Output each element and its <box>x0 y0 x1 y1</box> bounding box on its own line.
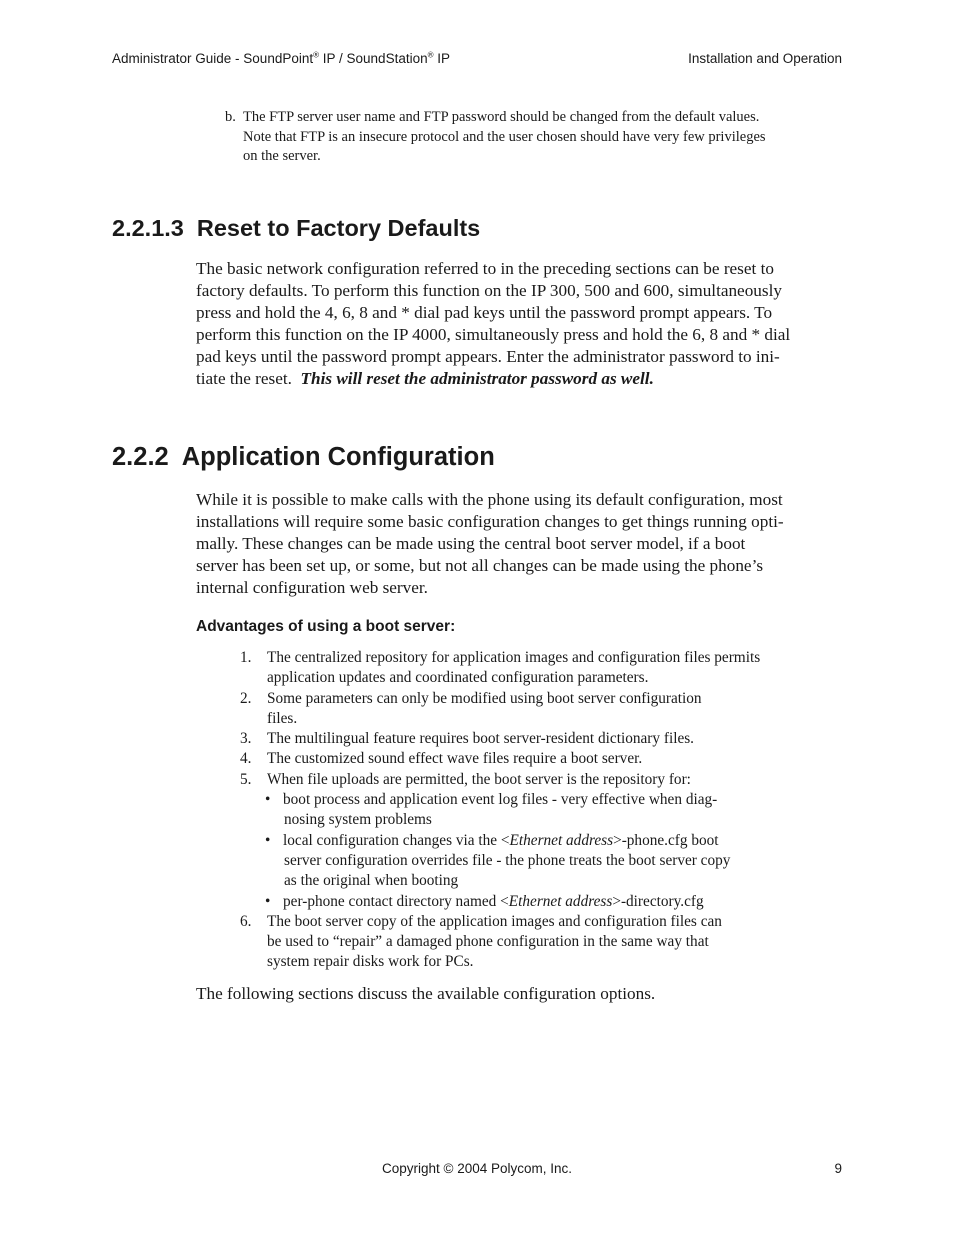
reset-paragraph <box>196 258 841 390</box>
section-heading-reset <box>112 215 480 242</box>
section-number: 2.2.2 <box>112 443 169 471</box>
text-line: per-phone contact directory named <Ethernet address>-directory.cfg <box>283 892 704 910</box>
list-item <box>240 648 830 689</box>
text-line: perform this function on the IP 4000, simultaneously press and hold the 6, 8 and * dial <box>196 325 791 344</box>
text-line: server configuration overrides file - the phone treats the boot server copy <box>284 851 731 869</box>
text-line: application updates and coordinated configuration parameters. <box>267 669 649 687</box>
list-marker: b. <box>225 109 236 125</box>
list-number: 4. <box>240 750 252 768</box>
list-item <box>240 770 830 790</box>
list-item-b <box>225 108 825 167</box>
advantages-list <box>240 648 830 973</box>
running-header-chapter: Installation and Operation <box>688 51 842 66</box>
text-line: on the server. <box>243 148 321 164</box>
text-line: When file uploads are permitted, the boot server is the repository for: <box>267 770 691 788</box>
list-number: 1. <box>240 649 252 666</box>
text-line: internal configuration web server. <box>196 578 428 597</box>
section-heading-application <box>112 443 495 472</box>
bullet-item <box>240 790 830 831</box>
text-line: tiate the reset. This will reset the administrator password as well. <box>196 369 654 388</box>
text-line: server has been set up, or some, but not all changes can be made using the phone’s <box>196 556 764 575</box>
bullet-icon: • <box>265 831 271 849</box>
text-line: press and hold the 4, 6, 8 and * dial pad keys until the password prompt appears. To <box>196 303 773 322</box>
list-number: 2. <box>240 689 252 707</box>
warning-emphasis: This will reset the administrator password as well. <box>300 369 654 388</box>
list-number: 3. <box>240 730 252 748</box>
section-title: Reset to Factory Defaults <box>196 215 481 241</box>
bullet-item <box>240 831 830 892</box>
footer-copyright: Copyright © 2004 Polycom, Inc. <box>381 1161 573 1176</box>
text-line: local configuration changes via the <Ethernet address>-phone.cfg boot <box>283 831 719 849</box>
bullet-icon: • <box>265 791 271 809</box>
text-line: The boot server copy of the application images and configuration files can <box>267 912 722 930</box>
subheading-advantages: Advantages of using a boot server: <box>196 618 456 635</box>
text-line: as the original when booting <box>284 872 459 890</box>
text-line: The FTP server user name and FTP password should be changed from the default values. <box>243 109 760 125</box>
text-line: The centralized repository for application images and configuration files permits <box>267 649 761 666</box>
list-item <box>240 912 830 973</box>
list-number: 6. <box>240 912 252 930</box>
text-line: installations will require some basic configuration changes to get things running opti- <box>196 512 784 531</box>
text-line: Some parameters can only be modified using boot server configuration <box>267 689 702 707</box>
text-line: pad keys until the password prompt appears. Enter the administrator password to ini- <box>196 347 780 366</box>
text-line: Note that FTP is an insecure protocol and the user chosen should have very few privileges <box>243 128 766 145</box>
application-paragraph <box>196 489 841 599</box>
text-line: system repair disks work for PCs. <box>267 953 474 971</box>
page-number: 9 <box>834 1161 842 1176</box>
text-line: files. <box>267 709 298 727</box>
list-item <box>240 729 830 749</box>
text-line: The multilingual feature requires boot server-resident dictionary files. <box>267 730 695 748</box>
running-header-title: Administrator Guide - SoundPoint® IP / SoundStation® IP <box>112 50 451 66</box>
bullet-item <box>240 892 830 912</box>
text-line: The customized sound effect wave files require a boot server. <box>267 750 643 768</box>
text-line: While it is possible to make calls with the phone using its default configuration, most <box>196 490 783 509</box>
section-title: Application Configuration <box>181 443 495 471</box>
list-item <box>240 749 830 769</box>
text-line: be used to “repair” a damaged phone configuration in the same way that <box>267 933 709 951</box>
list-number: 5. <box>240 770 252 788</box>
text-line: boot process and application event log files - very effective when diag- <box>283 791 718 809</box>
closing-paragraph: The following sections discuss the available configuration options. <box>196 984 656 1003</box>
section-number: 2.2.1.3 <box>112 215 184 241</box>
text-line: nosing system problems <box>284 811 432 829</box>
list-item <box>240 689 830 730</box>
bullet-icon: • <box>265 892 271 910</box>
text-line: The basic network configuration referred to in the preceding sections can be reset to <box>196 259 774 278</box>
text-line: mally. These changes can be made using the central boot server model, if a boot <box>196 534 746 553</box>
text-line: factory defaults. To perform this function on the IP 300, 500 and 600, simultaneously <box>196 281 782 300</box>
